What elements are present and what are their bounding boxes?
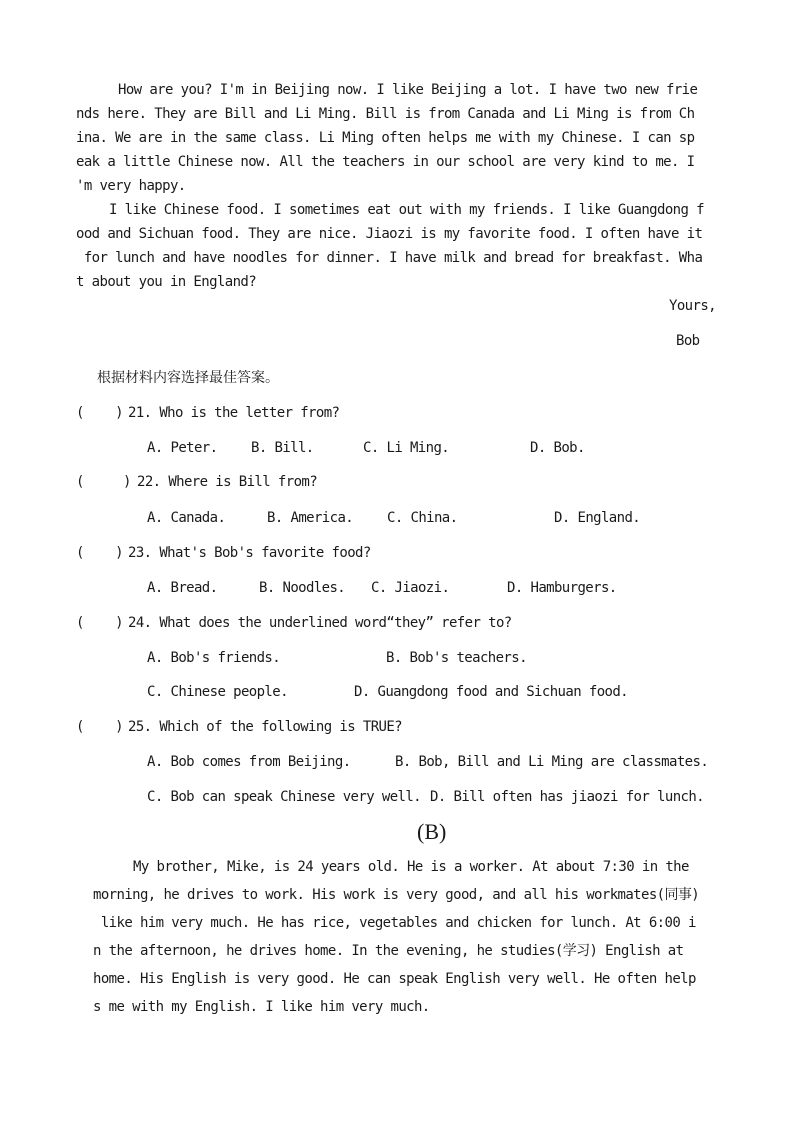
option-d: D. Hamburgers.: [507, 580, 617, 596]
option-c: C. Jiaozi.: [371, 580, 450, 596]
question-text: 23. What's Bob's favorite food?: [128, 545, 371, 561]
passage-a-line: eak a little Chinese now. All the teachers in our school are very kind to me. I: [76, 154, 695, 170]
passage-b-line: n the afternoon, he drives home. In the evening, he studies(学习) English at: [93, 943, 684, 959]
option-a: A. Peter.: [147, 440, 218, 456]
passage-a-line: How are you? I'm in Beijing now. I like Beijing a lot. I have two new frie: [118, 82, 698, 98]
passage-b-line: morning, he drives to work. His work is very good, and all his workmates(同事): [93, 887, 700, 903]
option-d: D. Bill often has jiaozi for lunch.: [430, 789, 705, 805]
option-a: A. Bob comes from Beijing.: [147, 754, 351, 770]
question-text: 24. What does the underlined word“they” refer to?: [128, 615, 512, 631]
section-b-title: (B): [417, 819, 447, 844]
passage-a-line: for lunch and have noodles for dinner. I have milk and bread for breakfast. Wha: [76, 250, 703, 266]
passage-b-line: home. His English is very good. He can speak English very well. He often help: [93, 971, 696, 987]
letter-signature: Bob: [676, 333, 700, 349]
option-c: C. Chinese people.: [147, 684, 288, 700]
option-b: B. Bob, Bill and Li Ming are classmates.: [395, 754, 709, 770]
option-b: B. Bob's teachers.: [386, 650, 527, 666]
option-a: A. Canada.: [147, 510, 226, 526]
option-d: D. Bob.: [530, 440, 585, 456]
question-text: 21. Who is the letter from?: [128, 405, 340, 421]
option-a: A. Bread.: [147, 580, 218, 596]
instruction: 根据材料内容选择最佳答案。: [97, 370, 279, 386]
letter-closing: Yours,: [669, 298, 716, 314]
passage-b-line: like him very much. He has rice, vegetables and chicken for lunch. At 6:00 i: [93, 915, 696, 931]
option-d: D. England.: [554, 510, 641, 526]
option-b: B. America.: [267, 510, 354, 526]
question-text: 22. Where is Bill from?: [137, 474, 318, 490]
answer-bracket[interactable]: ( ): [76, 545, 123, 561]
question-text: 25. Which of the following is TRUE?: [128, 719, 403, 735]
option-d: D. Guangdong food and Sichuan food.: [354, 684, 629, 700]
answer-bracket[interactable]: ( ): [76, 615, 123, 631]
passage-a-line: 'm very happy.: [76, 178, 186, 194]
option-c: C. China.: [387, 510, 458, 526]
passage-b-line: My brother, Mike, is 24 years old. He is a worker. At about 7:30 in the: [133, 859, 689, 875]
passage-a-line: I like Chinese food. I sometimes eat out with my friends. I like Guangdong f: [109, 202, 704, 218]
option-b: B. Bill.: [251, 440, 314, 456]
answer-bracket[interactable]: ( ): [76, 405, 123, 421]
passage-a-line: nds here. They are Bill and Li Ming. Bill is from Canada and Li Ming is from Ch: [76, 106, 695, 122]
answer-bracket[interactable]: ( ): [76, 719, 123, 735]
passage-a-line: ina. We are in the same class. Li Ming often helps me with my Chinese. I can sp: [76, 130, 695, 146]
option-b: B. Noodles.: [259, 580, 346, 596]
option-a: A. Bob's friends.: [147, 650, 281, 666]
passage-b-line: s me with my English. I like him very much.: [93, 999, 430, 1015]
option-c: C. Li Ming.: [363, 440, 450, 456]
passage-a-line: ood and Sichuan food. They are nice. Jiaozi is my favorite food. I often have it: [76, 226, 703, 242]
option-c: C. Bob can speak Chinese very well.: [147, 789, 422, 805]
passage-a-line: t about you in England?: [76, 274, 257, 290]
answer-bracket[interactable]: ( ): [76, 474, 131, 490]
